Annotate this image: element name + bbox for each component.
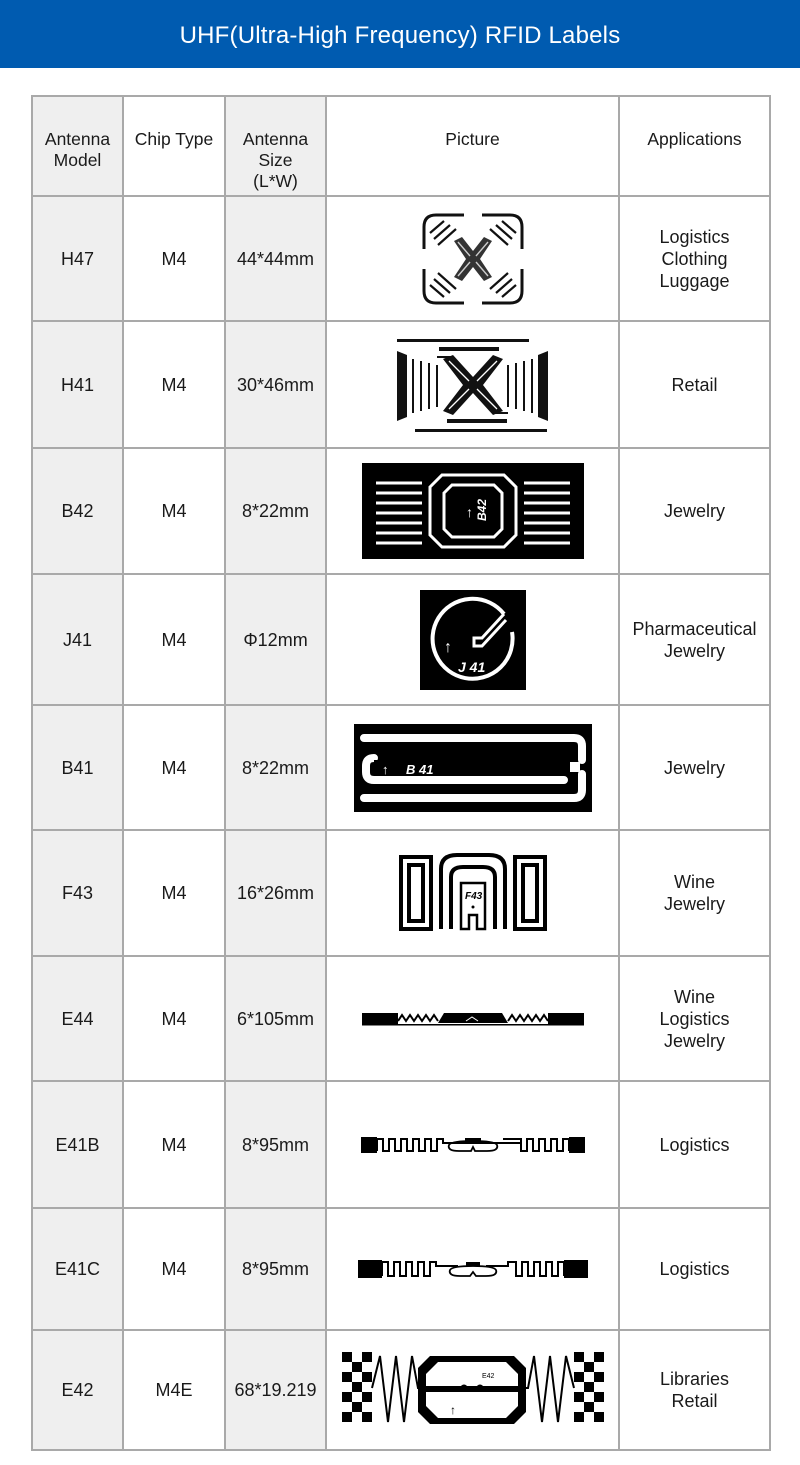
table-row xyxy=(32,956,770,1081)
svg-text:↑: ↑ xyxy=(443,638,452,656)
h47-antenna-icon xyxy=(420,211,526,307)
cell-model: E42 xyxy=(32,1330,123,1450)
cell-model: H47 xyxy=(32,196,123,321)
cell-applications: Retail xyxy=(619,321,770,448)
cell-chip: M4 xyxy=(123,1081,225,1208)
cell-size: 8*22mm xyxy=(225,448,326,574)
cell-model: E44 xyxy=(32,956,123,1081)
header-antenna-size: Antenna Size (L*W) xyxy=(225,96,326,196)
cell-model: F43 xyxy=(32,830,123,956)
cell-size: 30*46mm xyxy=(225,321,326,448)
header-picture: Picture xyxy=(326,96,619,196)
cell-size: 8*95mm xyxy=(225,1208,326,1330)
h41-antenna-icon xyxy=(395,337,550,433)
table-row xyxy=(32,1330,770,1450)
cell-picture xyxy=(326,196,619,321)
rfid-labels-table xyxy=(31,95,771,1451)
svg-text:↑: ↑ xyxy=(381,761,388,777)
cell-picture xyxy=(326,321,619,448)
cell-picture xyxy=(326,830,619,956)
cell-size: Φ12mm xyxy=(225,574,326,705)
header-antenna-model: Antenna Model xyxy=(32,96,123,196)
cell-model: E41B xyxy=(32,1081,123,1208)
table-row xyxy=(32,705,770,830)
j41-antenna-icon xyxy=(420,590,526,690)
cell-model: J41 xyxy=(32,574,123,705)
cell-size: 6*105mm xyxy=(225,956,326,1081)
cell-size: 68*19.219 xyxy=(225,1330,326,1450)
header-chip-type: Chip Type xyxy=(123,96,225,196)
cell-applications: Libraries Retail xyxy=(619,1330,770,1450)
cell-chip: M4 xyxy=(123,196,225,321)
cell-applications: Wine Logistics Jewelry xyxy=(619,956,770,1081)
header-banner xyxy=(0,0,800,68)
svg-text:B42: B42 xyxy=(474,498,489,521)
cell-applications: Jewelry xyxy=(619,705,770,830)
header-applications: Applications xyxy=(619,96,770,196)
table-row xyxy=(32,1208,770,1330)
cell-size: 16*26mm xyxy=(225,830,326,956)
b42-antenna-icon xyxy=(362,463,584,559)
svg-text:↑: ↑ xyxy=(449,1403,456,1417)
page-title: UHF(Ultra-High Frequency) RFID Labels xyxy=(179,22,621,49)
table-row xyxy=(32,196,770,321)
cell-picture xyxy=(326,448,619,574)
cell-chip: M4 xyxy=(123,956,225,1081)
cell-chip: M4 xyxy=(123,830,225,956)
svg-text:↑: ↑ xyxy=(465,504,473,520)
cell-model: B42 xyxy=(32,448,123,574)
cell-size: 8*95mm xyxy=(225,1081,326,1208)
cell-picture xyxy=(326,574,619,705)
table-row xyxy=(32,574,770,705)
table-row xyxy=(32,448,770,574)
cell-picture xyxy=(326,1081,619,1208)
svg-text:F43: F43 xyxy=(464,891,482,902)
svg-text:E42: E42 xyxy=(481,1373,494,1380)
cell-applications: Jewelry xyxy=(619,448,770,574)
e41c-antenna-icon xyxy=(358,1258,588,1280)
cell-applications: Logistics Clothing Luggage xyxy=(619,196,770,321)
cell-picture xyxy=(326,1330,619,1450)
e42-antenna-icon xyxy=(342,1352,604,1428)
cell-model: E41C xyxy=(32,1208,123,1330)
table-header-row xyxy=(32,96,770,196)
b41-antenna-icon xyxy=(354,724,592,812)
cell-applications: Logistics xyxy=(619,1081,770,1208)
f43-antenna-icon xyxy=(397,849,549,937)
e41b-antenna-icon xyxy=(361,1135,585,1155)
e44-antenna-icon xyxy=(362,1011,584,1027)
table-row xyxy=(32,321,770,448)
cell-chip: M4E xyxy=(123,1330,225,1450)
cell-chip: M4 xyxy=(123,1208,225,1330)
table-row xyxy=(32,1081,770,1208)
table-row xyxy=(32,830,770,956)
cell-model: B41 xyxy=(32,705,123,830)
cell-model: H41 xyxy=(32,321,123,448)
cell-applications: Wine Jewelry xyxy=(619,830,770,956)
cell-chip: M4 xyxy=(123,448,225,574)
cell-picture xyxy=(326,1208,619,1330)
cell-applications: Logistics xyxy=(619,1208,770,1330)
cell-picture xyxy=(326,705,619,830)
cell-applications: Pharmaceutical Jewelry xyxy=(619,574,770,705)
cell-chip: M4 xyxy=(123,321,225,448)
cell-size: 44*44mm xyxy=(225,196,326,321)
cell-chip: M4 xyxy=(123,705,225,830)
cell-chip: M4 xyxy=(123,574,225,705)
cell-picture xyxy=(326,956,619,1081)
svg-text:J 41: J 41 xyxy=(457,658,485,675)
svg-text:B 41: B 41 xyxy=(405,761,433,777)
cell-size: 8*22mm xyxy=(225,705,326,830)
